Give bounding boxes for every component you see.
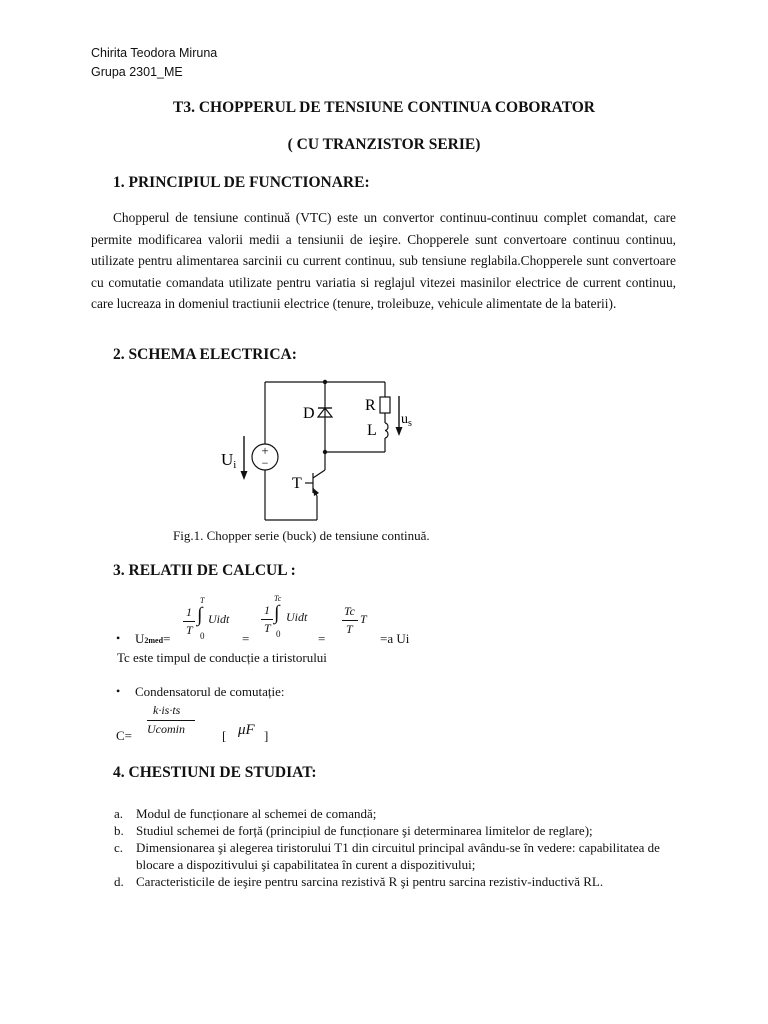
fraction-denominator-T: T: [186, 623, 193, 637]
junction-dot: [323, 450, 327, 454]
fraction-bar: [183, 621, 195, 622]
list-item-text: Studiul schemei de forță (principiul de funcționare şi determinarea limitelor de reglare);: [136, 823, 593, 838]
section-1-paragraph: Chopperul de tensiune continuă (VTC) este un convertor continuu-continuu complet comandat, care permite modificarea valorii medii a tensiunii de ieşire. Chopperele sunt convertoare continuu continuu, utilizate pentru alimentarea sarcinii cu current continuu, sub tensiune reglabila.Chopperele sunt convertoare cu comutatie comandata utilizate pentru variatia si reglajul vitezei masinilor electrice de current continuu, care lucreaza in domeniul tractiunii electrice (tenure, troleibuze, vehicule alimentate de la baterii).: [91, 210, 676, 312]
fraction-numerator-tc: Tc: [344, 604, 355, 618]
integrand: Uidt: [208, 612, 230, 626]
fraction-bar: [147, 720, 195, 721]
section-1-heading: 1. PRINCIPIUL DE FUNCTIONARE:: [113, 174, 370, 191]
integrand: Uidt: [286, 610, 308, 624]
conduction-time-note: Tc este timpul de conducție a tiristorului: [117, 650, 327, 665]
list-marker: c.: [114, 840, 124, 855]
list-item: [114, 873, 679, 890]
author-name: Chirita Teodora Miruna: [91, 46, 218, 60]
capacitor-numerator: k·is·ts: [153, 703, 181, 717]
page-title: T3. CHOPPERUL DE TENSIUNE CONTINUA COBORATOR: [172, 99, 596, 116]
formula-result: =a Ui: [380, 631, 410, 646]
capacitor-unit: μF: [238, 722, 255, 738]
fraction-denominator-T: T: [264, 621, 271, 635]
bullet: •: [116, 684, 121, 698]
integral-sign: ∫: [274, 602, 280, 624]
list-item-text: Dimensionarea şi alegerea tiristorului T1 din circuitul principal avându-se în vedere: capabilitatea de blocare a dispozitivului şi capabilitatea în curent a dispozitivului;: [136, 840, 660, 872]
integral-lower-limit: 0: [276, 629, 281, 639]
input-voltage-label: Ui: [221, 450, 237, 471]
unit-bracket-open: [: [222, 728, 227, 743]
section-3-heading: 3. RELATII DE CALCUL :: [113, 562, 296, 579]
circuit-diagram: [210, 372, 410, 524]
fraction-bar: [261, 619, 273, 620]
section-2-heading: 2. SCHEMA ELECTRICA:: [113, 346, 297, 363]
resistor-symbol: [380, 397, 390, 413]
fraction-numerator-one: 1: [186, 605, 192, 619]
capacitor-label: Condensatorul de comutație:: [135, 684, 285, 699]
source-minus-sign: −: [261, 456, 269, 470]
list-marker: b.: [114, 823, 124, 838]
equals-sign: =: [318, 631, 326, 646]
section-4-heading: 4. CHESTIUNI DE STUDIAT:: [113, 764, 317, 781]
integral-upper-limit: Tc: [274, 594, 282, 603]
resistor-label: R: [365, 397, 376, 414]
transistor-emitter-arrow: [313, 488, 319, 496]
integral-upper-limit: T: [200, 596, 205, 605]
source-plus-sign: +: [261, 443, 269, 458]
fraction-bar: [342, 620, 358, 621]
junction-dot: [323, 380, 327, 384]
list-item-text: Caracteristicile de ieşire pentru sarcina rezistivă R şi pentru sarcina rezistiv-inductivă RL.: [136, 874, 604, 889]
fraction-denominator-T: T: [346, 622, 353, 636]
list-marker: a.: [114, 806, 124, 821]
formula-lhs: U2med=: [135, 631, 171, 646]
bullet: •: [116, 631, 121, 645]
integral-lower-limit: 0: [200, 631, 205, 641]
integral-sign: ∫: [197, 604, 203, 626]
list-item: [114, 822, 679, 839]
equals-sign: =: [242, 631, 250, 646]
inductor-symbol: [385, 423, 388, 438]
transistor-label: T: [292, 475, 302, 492]
input-voltage-arrow: [241, 436, 248, 480]
list-item: [114, 805, 679, 822]
list-item: [114, 839, 679, 873]
study-items-list: [114, 805, 679, 890]
diode-label: D: [303, 405, 315, 422]
inductor-label: L: [367, 422, 377, 439]
capacitor-lhs: C=: [116, 728, 133, 743]
capacitor-denominator: Ucomin: [147, 722, 185, 736]
group-label: Grupa 2301_ME: [91, 65, 183, 79]
list-item-text: Modul de funcționare al schemei de comandă;: [136, 806, 377, 821]
list-marker: d.: [114, 874, 124, 889]
figure-caption: Fig.1. Chopper serie (buck) de tensiune continuă.: [173, 528, 430, 543]
fraction-tail-T: T: [360, 612, 367, 626]
unit-bracket-close: ]: [264, 728, 269, 743]
output-voltage-label: $u_s$: [401, 412, 412, 429]
page-subtitle: ( CU TRANZISTOR SERIE): [287, 136, 481, 153]
fraction-numerator-one: 1: [264, 603, 270, 617]
